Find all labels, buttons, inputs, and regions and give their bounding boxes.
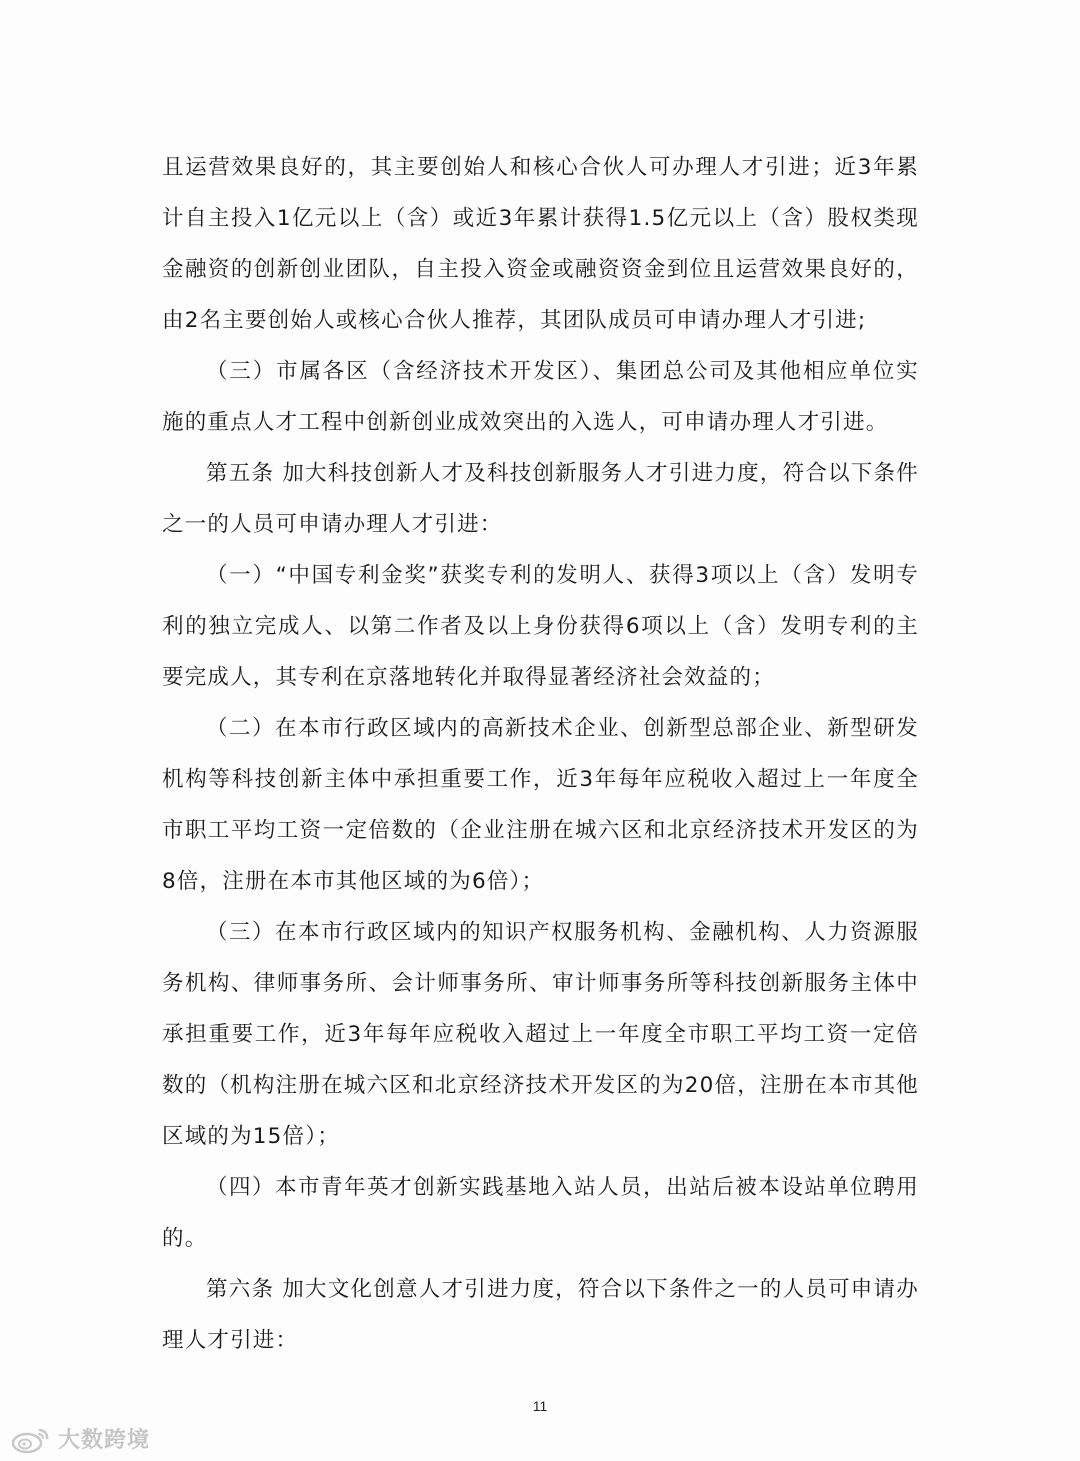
paragraph-continuation: 且运营效果良好的，其主要创始人和核心合伙人可办理人才引进；近3年累计自主投入1亿元以上（含）或近3年累计获得1.5亿元以上（含）股权类现金融资的创新创业团队，自主投入资金或融资资金到位且运营效果良好的，由2名主要创始人或核心合伙人推荐，其团队成员可申请办理人才引进;: [162, 155, 919, 333]
document-body: [162, 142, 919, 1366]
paragraph-article-5-item-1: （一）“中国专利金奖”获奖专利的发明人、获得3项以上（含）发明专利的独立完成人、以第二作者及以上身份获得6项以上（含）发明专利的主要完成人，其专利在京落地转化并取得显著经济社会效益的；: [162, 563, 919, 690]
paragraph-article-6: 第六条 加大文化创意人才引进力度，符合以下条件之一的人员可申请办理人才引进：: [162, 1277, 919, 1353]
page-number: 11: [532, 1398, 548, 1414]
watermark-text: 大数跨境: [58, 1428, 151, 1453]
paragraph-article-5-item-3: （三）在本市行政区域内的知识产权服务机构、金融机构、人力资源服务机构、律师事务所、会计师事务所、审计师事务所等科技创新服务主体中承担重要工作，近3年每年应税收入超过上一年度全市职工平均工资一定倍数的（机构注册在城六区和北京经济技术开发区的为20倍，注册在本市其他区域的为15倍）；: [162, 920, 919, 1149]
weibo-logo-icon: [10, 1424, 52, 1454]
paragraph-article-5-item-2: （二）在本市行政区域内的高新技术企业、创新型总部企业、新型研发机构等科技创新主体中承担重要工作，近3年每年应税收入超过上一年度全市职工平均工资一定倍数的（企业注册在城六区和北京经济技术开发区的为8倍，注册在本市其他区域的为6倍）；: [162, 716, 919, 894]
paragraph-article-5-item-4: （四）本市青年英才创新实践基地入站人员，出站后被本设站单位聘用的。: [162, 1175, 919, 1251]
paragraph-item-3: （三）市属各区（含经济技术开发区）、集团总公司及其他相应单位实施的重点人才工程中创新创业成效突出的入选人，可申请办理人才引进。: [162, 359, 919, 435]
watermark: [10, 1423, 150, 1454]
paragraph-article-5: 第五条 加大科技创新人才及科技创新服务人才引进力度，符合以下条件之一的人员可申请办理人才引进：: [162, 461, 919, 537]
